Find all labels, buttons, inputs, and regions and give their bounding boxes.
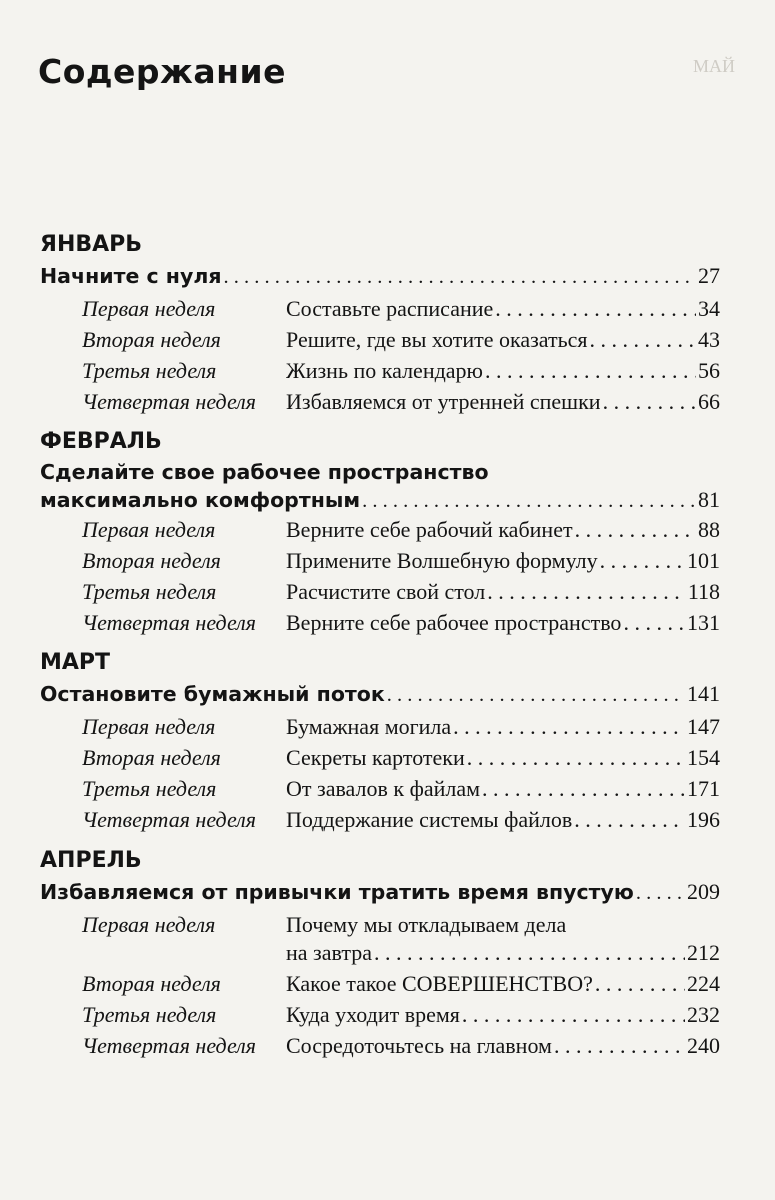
week-label: Четвертая неделя	[82, 1033, 256, 1058]
entry-title: Верните себе рабочее пространство	[286, 610, 622, 635]
leader-dots	[600, 547, 685, 575]
chapter-entry	[40, 680, 720, 709]
page-number: 34	[698, 296, 720, 321]
leader-dots	[482, 775, 685, 803]
week-label: Четвертая неделя	[82, 610, 256, 635]
page-number: 240	[687, 1033, 720, 1058]
week-label: Вторая неделя	[82, 548, 221, 573]
page-number: 43	[698, 327, 720, 352]
leader-dots	[623, 609, 685, 637]
leader-dots	[467, 744, 685, 772]
page-number: 232	[687, 1002, 720, 1027]
week-label: Первая неделя	[82, 912, 216, 937]
entry-title: Сосредоточьтесь на главном	[286, 1033, 552, 1058]
page-number: 27	[698, 263, 720, 288]
entry-title: Куда уходит время	[286, 1002, 460, 1027]
entry-title: Решите, где вы хотите оказаться	[286, 327, 588, 352]
leader-dots	[554, 1032, 685, 1060]
leader-dots	[590, 326, 696, 354]
leader-dots	[575, 516, 696, 544]
entry-title: Составьте расписание	[286, 296, 494, 321]
week-label: Первая неделя	[82, 517, 216, 542]
leader-dots	[462, 1001, 685, 1029]
chapter-title-cont: максимально комфортным	[40, 488, 361, 512]
entry-title: Примените Волшебную формулу	[286, 548, 598, 573]
entry-title: Избавляемся от утренней спешки	[286, 389, 601, 414]
entry-title: Почему мы откладываем дела	[286, 912, 567, 937]
page-title: Содержание	[38, 52, 286, 91]
leader-dots	[603, 388, 696, 416]
month-heading: АПРЕЛЬ	[40, 848, 142, 873]
page-number: 101	[687, 548, 720, 573]
leader-dots	[224, 263, 696, 291]
page-number: 81	[698, 487, 720, 512]
entry-title: Бумажная могила	[286, 714, 452, 739]
entry-title: От завалов к файлам	[286, 776, 481, 801]
entry-title: Секреты картотеки	[286, 745, 465, 770]
bleed-through-text: МАЙ	[692, 56, 735, 76]
entry-title: Какое такое СОВЕРШЕНСТВО?	[286, 971, 593, 996]
leader-dots	[487, 578, 686, 606]
page-number: 154	[687, 745, 720, 770]
chapter-title: Начните с нуля	[40, 264, 222, 288]
page-number: 196	[687, 807, 720, 832]
week-label: Четвертая неделя	[82, 807, 256, 832]
month-heading: ЯНВАРЬ	[40, 232, 143, 257]
week-label: Четвертая неделя	[82, 389, 256, 414]
week-label: Третья неделя	[82, 776, 217, 801]
week-label: Третья неделя	[82, 358, 217, 383]
chapter-entry	[40, 262, 720, 291]
entry-title: Расчистите свой стол	[286, 579, 486, 604]
entry-title: Поддержание системы файлов	[286, 807, 573, 832]
page-number: 56	[698, 358, 720, 383]
week-label: Первая неделя	[82, 714, 216, 739]
entry-title: Верните себе рабочий кабинет	[286, 517, 573, 542]
chapter-title: Остановите бумажный поток	[40, 682, 385, 706]
week-label: Вторая неделя	[82, 971, 221, 996]
page-number: 131	[687, 610, 720, 635]
week-label: Вторая неделя	[82, 327, 221, 352]
chapter-title: Сделайте свое рабочее пространство	[40, 460, 489, 484]
entry-title-cont: на завтра	[286, 940, 372, 965]
leader-dots	[453, 713, 685, 741]
chapter-entry	[40, 878, 720, 907]
week-label: Первая неделя	[82, 296, 216, 321]
page-number: 171	[687, 776, 720, 801]
page-number: 209	[687, 879, 720, 904]
leader-dots	[387, 681, 685, 709]
leader-dots	[574, 806, 685, 834]
month-heading: ФЕВРАЛЬ	[40, 429, 162, 454]
week-label: Третья неделя	[82, 579, 217, 604]
week-label: Третья неделя	[82, 1002, 217, 1027]
chapter-entry	[40, 458, 720, 515]
month-heading: МАРТ	[40, 650, 111, 675]
page-number: 118	[687, 579, 720, 604]
leader-dots	[595, 970, 685, 998]
chapter-title: Избавляемся от привычки тратить время впустую	[40, 880, 634, 904]
page-number: 141	[687, 681, 720, 706]
page-number: 66	[698, 389, 720, 414]
leader-dots	[374, 939, 685, 967]
entry-title: Жизнь по календарю	[286, 358, 483, 383]
page-number: 212	[687, 940, 720, 965]
leader-dots	[362, 487, 696, 515]
leader-dots	[485, 357, 696, 385]
leader-dots	[495, 295, 696, 323]
page-number: 147	[687, 714, 720, 739]
page-number: 88	[698, 517, 720, 542]
page-number: 224	[687, 971, 720, 996]
leader-dots	[636, 879, 685, 907]
week-label: Вторая неделя	[82, 745, 221, 770]
